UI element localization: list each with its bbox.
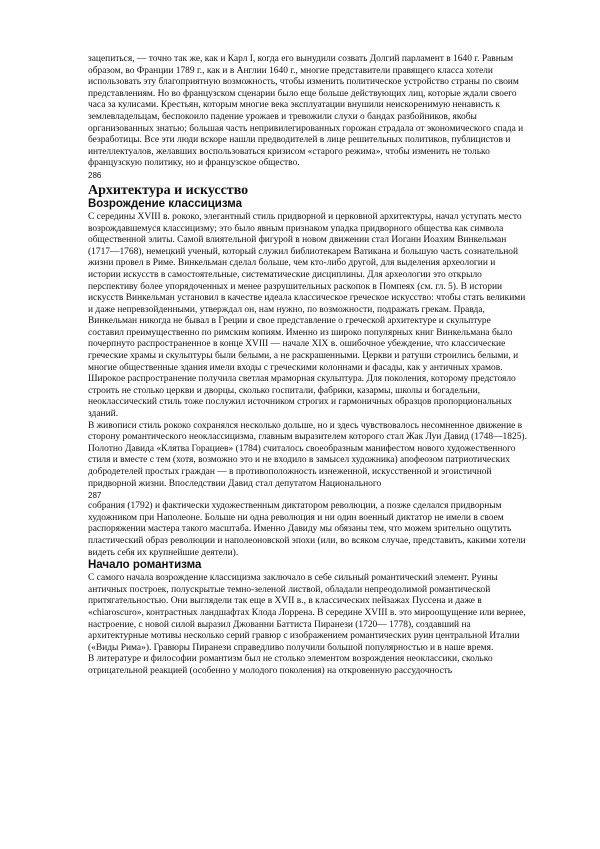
subsection-title-classicism-revival: Возрождение классицизма [88, 197, 243, 210]
paragraph-classicism: С середины XVIII в. рококо, элегантный стиль придворной и церковной архитектуры, начал уступать место возрождавшемуся классицизму; это было явным признаком упадка придворного общества как символа общественной элиты. Самой влиятельной фигурой в новом движении стал Иоганн Иоахим Винкельман (1717—1768), немецкий ученый, который служил библиотекарем Ватикана и большую часть сознательной жизни провел в Риме. Винкельман сделал больше, чем кто-либо другой, для выделения археологии и истории искусств в самостоятельные, систематические дисциплины. Для археологии это открыло перспективу более упорядоченных и менее разрушительных раскопок в Помпеях (см. гл. 5). В истории искусств Винкельман установил в качестве идеала классическое греческое искусство: чтобы стать великими и даже непревзойденными, утверждал он, нам нужно, по возможности, подражать грекам. Правда, Винкельман никогда не бывал в Греции и свое представление о греческой архитектуре и скульптуре составил преимущественно по римским копиям. Именно из широко популярных книг Винкельмана было почерпнуто распространенное в конце XVIII — начале XIX в. ошибочное убеждение, что классические греческие храмы и скульптуры были белыми, а не раскрашенными. Церкви и ратуши строились белыми, и многие общественные здания имели входы с греческими колоннами и фасады, как у античных храмов. Широкое распространение получила светлая мраморная скульптура. Для поколения, которому предстояло строить не столько церкви и дворцы, сколько госпитали, фабрики, казармы, школы и богадельни, неоклассический стиль тоже послужил источником строгих и гармоничных образцов пропорциональных зданий. [88, 211, 526, 420]
paragraph-intro: зацепиться, — точно так же, как и Карл I, когда его вынудили созвать Долгий парламент в 1640 г. Равным образом, во Франции 1789 г., как и в Англии 1640 г., многие представители правящего класса хотели использовать эту благоприятную возможность, чтобы изменить политическое устройство страны по своим представлениям. Но во французском сценарии было еще больше действующих лиц, которые ждали своего часа за кулисами. Крестьян, которым многие века эксплуатации внушили неискоренимую ненависть к землевладельцам, беспокоило падение урожаев и тревожили слухи о бандах разбойников, якобы организованных знатью; большая часть непривилегированных горожан страдала от экономического спада и безработицы. Все эти люди вскоре нашли предводителей в лице решительных политиков, публицистов и интеллектуалов, желавших воспользоваться кризисом «старого режима», чтобы изменить не только французскую политику, но и французское общество. [88, 54, 524, 169]
document-page [88, 54, 528, 678]
paragraph-painting: В живописи стиль рококо сохранялся несколько дольше, но и здесь чувствовалось несомненное движение в сторону романтического неоклассицизма, главным выразителем которого стал Жак Луи Давид (1748—1825). Полотно Давида «Клятва Горациев» (1784) считалось своеобразным манифестом нового художественного стиля и вместе с тем (хотя, возможно это и не входило в замысел художника) апофеозом патриотических добродетелей простых граждан — в противоположность изнеженной, искусственной и эгоистичной придворной жизни. Впоследствии Давид стал депутатом Национального [88, 420, 527, 489]
paragraph-literature: В литературе и философии романтизм был не столько элементом возрождения неоклассики, сколько отрицательной реакцией (особенно у молодого поколения) на откровенную рассудочность [88, 654, 493, 676]
page-number-286: 286 [88, 170, 102, 180]
paragraph-romanticism: С самого начала возрождение классицизма заключало в себе сильный романтический элемент. Руины античных построек, полускрытые темно-зеленой листвой, обладали непреодолимой романтической притягательностью. Они выглядели так еще в XVII в., в классических пейзажах Пуссена и даже в «chiaroscuro», контрастных ландшафтах Клода Лоррена. В середине XVIII в. это мироощущение или вернее, настроение, с новой силой выразил Джованни Баттиста Пиранези (1720— 1778), создавший на архитектурные мотивы несколько серий гравюр с изображением романтических руин центральной Италии («Виды Рима»). Гравюры Пиранези справедливо получили большой популярностью и в наше время. [88, 573, 526, 653]
subsection-title-romanticism: Начало романтизма [88, 559, 202, 572]
page-number-287: 287 [88, 491, 102, 501]
section-title-architecture-and-art: Архитектура и искусство [88, 182, 249, 198]
paragraph-convention: собрания (1792) и фактически художественным диктатором революции, а позже сделался придворным художником при Наполеоне. Больше ни одна революция и ни один военный диктатор не имели в своем распоряжении мастера такого масштаба. Именно Давиду мы обязаны тем, что можем зрительно ощутить пластический образ революции и наполеоновской эпохи (или, во всяком случае, представить, какими хотели видеть себя их крупнейшие деятели). [88, 501, 526, 558]
